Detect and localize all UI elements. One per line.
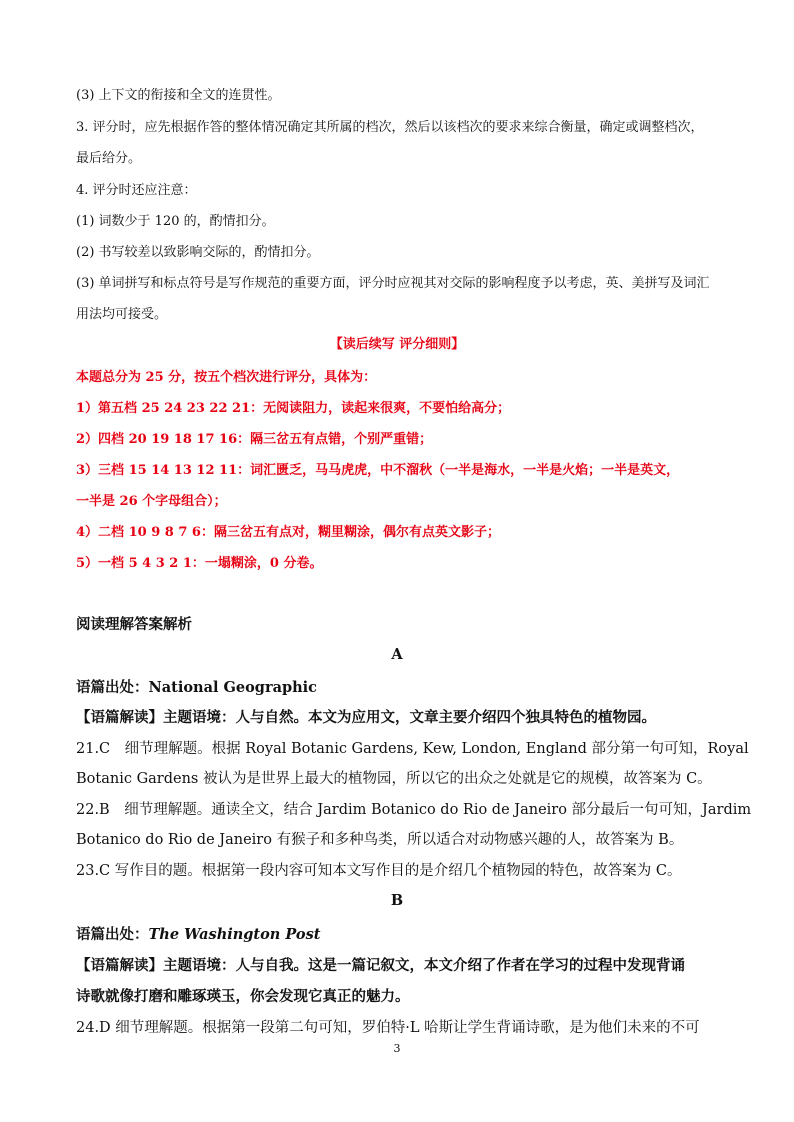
scoring-item: 3. 评分时，应先根据作答的整体情况确定其所属的档次，然后以该档次的要求来综合衡量，确定或调整档次， — [76, 120, 704, 135]
rubric-grade: 2）四档 20 19 18 17 16：隔三岔五有点错，个别严重错； — [76, 432, 433, 447]
passage-source — [76, 676, 756, 697]
section-heading: 阅读理解答案解析 — [76, 616, 192, 633]
source-label: 语篇出处： — [76, 926, 149, 943]
answer-line: 24.D 细节理解题。根据第一段第二句可知，罗伯特·L 哈斯让学生背诵诗歌，是为他们未来的不可 — [76, 1020, 700, 1036]
answer-line: 21.C 细节理解题。根据 Royal Botanic Gardens, Kew, London, England 部分第一句可知，Royal — [76, 741, 749, 757]
passage-analysis: 【语篇解读】主题语境：人与自然。本文为应用文，文章主要介绍四个独具特色的植物园。 — [76, 709, 656, 726]
answer-line: Botanic Gardens 被认为是世界上最大的植物园，所以它的出众之处就是它的规模，故答案为 C。 — [76, 771, 712, 787]
answer-line: Botanico do Rio de Janeiro 有猴子和多种鸟类，所以适合对动物感兴趣的人，故答案为 B。 — [76, 832, 684, 848]
source-title: National Geographic — [148, 679, 317, 696]
passage-source — [76, 923, 756, 944]
scoring-item: (3) 上下文的衔接和全文的连贯性。 — [76, 88, 281, 103]
scoring-item: 最后给分。 — [76, 151, 142, 166]
scoring-item: (1) 词数少于 120 的，酌情扣分。 — [76, 214, 275, 229]
passage-letter: B — [390, 892, 404, 909]
scoring-item: (2) 书写较差以致影响交际的，酌情扣分。 — [76, 245, 320, 260]
answer-line: 23.C 写作目的题。根据第一段内容可知本文写作目的是介绍几个植物园的特色，故答案为 C。 — [76, 863, 682, 879]
passage-analysis: 诗歌就像打磨和雕琢瑛玉，你会发现它真正的魅力。 — [76, 988, 410, 1005]
scoring-item: (3) 单词拼写和标点符号是写作规范的重要方面，评分时应视其对交际的影响程度予以考虑，英、美拼写及词汇 — [76, 276, 710, 291]
scoring-item: 用法均可接受。 — [76, 307, 168, 322]
rubric-grade: 1）第五档 25 24 23 22 21：无阅读阻力，读起来很爽，不要怕给高分； — [76, 401, 511, 416]
passage-analysis: 【语篇解读】主题语境：人与自我。这是一篇记叙文，本文介绍了作者在学习的过程中发现背诵 — [76, 957, 685, 974]
answer-line: 22.B 细节理解题。通读全文，结合 Jardim Botanico do Rio de Janeiro 部分最后一句可知，Jardim — [76, 802, 752, 818]
rubric-intro: 本题总分为 25 分，按五个档次进行评分，具体为： — [76, 370, 377, 385]
rubric-grade: 5）一档 5 4 3 2 1：一塌糊涂，0 分卷。 — [76, 556, 323, 571]
rubric-grade: 一半是 26 个字母组合）； — [76, 494, 227, 509]
rubric-grade: 4）二档 10 9 8 7 6：隔三岔五有点对，糊里糊涂，偶尔有点英文影子； — [76, 525, 500, 540]
page-number: 3 — [393, 1042, 401, 1055]
rubric-title: 【读后续写 评分细则】 — [329, 337, 465, 352]
passage-letter: A — [391, 646, 403, 663]
source-label: 语篇出处： — [76, 679, 149, 696]
rubric-grade: 3）三档 15 14 13 12 11：词汇匮乏，马马虎虎，中不溜秋（一半是海水，一半是火焰；一半是英文， — [76, 463, 680, 478]
source-title: The Washington Post — [148, 926, 321, 943]
scoring-item: 4. 评分时还应注意： — [76, 183, 197, 198]
